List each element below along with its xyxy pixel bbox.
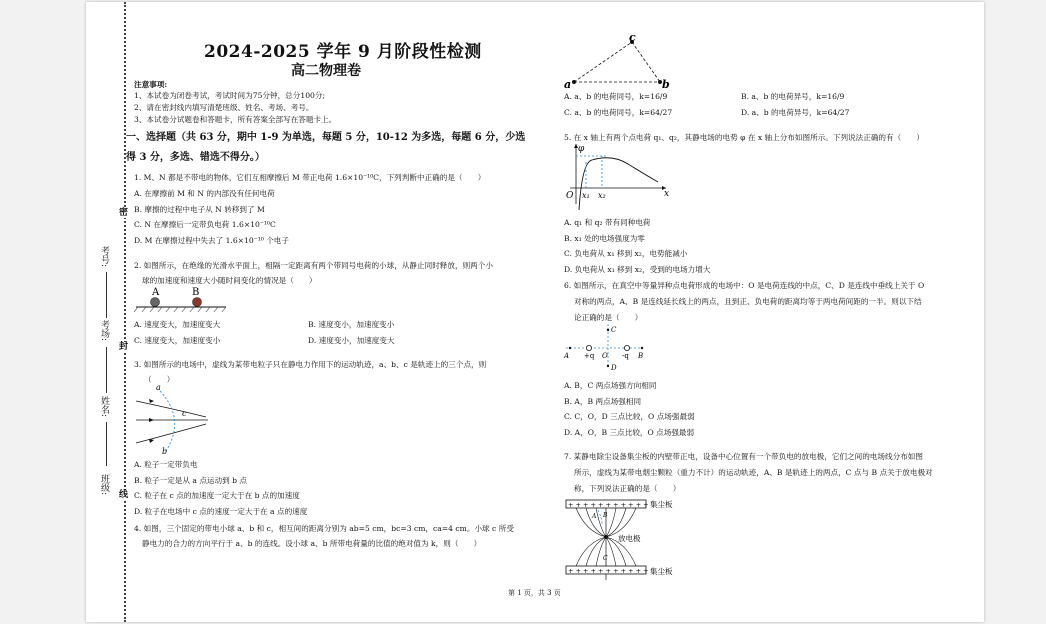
q3-option-a: A. 粒子一定带负电 [134,460,198,469]
q5-option-b: B. x₁ 处的电场强度为零 [564,234,645,243]
q7-label-c: C [603,555,608,562]
section-1-heading-line2: 得 3 分，多选、错选不得分。） [126,152,265,163]
q5-potential-curve [579,158,658,210]
field-name-line [106,422,107,466]
q6-label-plus-q: +q [584,352,595,360]
q2-label-b: B [192,287,200,298]
page-footer: 第 1 页，共 3 页 [508,589,561,597]
q5-option-a: A. q₁ 和 q₂ 带有同种电荷 [564,218,651,227]
q5-stem: 5. 在 x 轴上有两个点电荷 q₁、q₂，其静电场的电势 φ 在 x 轴上分布如图所示。下列说法正确的有（ ） [564,133,924,142]
field-exam-room: 考场: [99,320,109,342]
exam-subtitle: 高二物理卷 [291,63,361,79]
seal-char-feng: 封 [119,342,129,352]
q6-positive-charge [586,345,591,350]
q5-label-x: x [664,189,670,199]
q2-option-a: A. 速度变大，加速度变大 [134,320,221,329]
q5-label-x2: x₂ [598,191,606,200]
q3-stem: 3. 如图所示的电场中，虚线为某带电粒子只在静电力作用下的运动轨迹，a、b、c 是轨迹上的三个点，则 [134,360,487,369]
q4-option-b: B. a、b 的电荷异号，k=16/9 [741,92,845,101]
q1-option-c: C. N 在摩擦后一定带负电荷 1.6×10⁻¹⁰C [134,220,276,229]
q4-stem-line2: 静电力的合力的方向平行于 a、b 的连线。设小球 a、b 所带电荷量的比值的绝对值为 k，则（ ） [142,539,482,548]
q6-point-b [641,347,643,349]
q4-figure [562,34,672,90]
q6-point-c [607,329,609,331]
q3-option-b: B. 粒子一定是从 a 点运动到 b 点 [134,476,247,485]
q7-label-electrode: 放电极 [618,534,641,543]
q7-trajectory [598,510,602,524]
q6-stem-line3: 论正确的是（ ） [574,313,643,322]
exam-title: 2024-2025 学年 9 月阶段性检测 [204,42,482,62]
q6-option-b: B. A，B 两点场强相同 [564,397,642,406]
q2-label-a: A [152,287,160,298]
q7-label-a: A [592,513,597,520]
q6-label-a: A [564,352,570,360]
q3-field-line-bottom [136,424,206,443]
q6-option-a: A. B，C 两点场强方向相同 [564,381,657,390]
q5-option-c: C. 负电荷从 x₁ 移到 x₂，电势能减小 [564,249,688,258]
q5-label-origin: O [566,191,574,201]
seal-char-mi: 密 [119,208,129,218]
q7-discharge-electrode [604,535,608,539]
q1-option-b: B. 摩擦的过程中电子从 N 转移到了 M [134,205,265,214]
q3-figure [134,383,214,455]
notice-heading: 注意事项: [134,80,168,89]
q6-option-d: D. A，O，B 三点比较，O 点场强最弱 [564,428,695,437]
q2-stem-line2: 球的加速度和速度大小随时间变化的情况是（ ） [142,276,317,285]
q3-arrow-heads [149,399,154,443]
q2-ground-hatch [134,307,226,312]
section-1-heading-line1: 一、选择题（共 63 分，期中 1-9 为单选，每题 5 分，10-12 为多选，每题 6 分，少选 [126,132,526,143]
q4-ball-a [572,80,576,84]
q4-label-a: a [564,78,572,90]
notice-1: 1、本试卷为闭卷考试，考试时间为75分钟，总分100分; [134,91,326,100]
q6-point-a [569,347,571,349]
q6-stem-line2: 对称的两点，A、B 是连线延长线上的两点，且到正、负电荷的距离均等于两电荷间距的一半。则以下结 [574,297,922,306]
field-exam-number-line [106,272,107,318]
q7-stem-line1: 7. 某静电除尘设备集尘板的内壁带正电，设备中心位置有一个带负电的放电极，它们之间的电场线分布如图 [564,452,923,461]
q2-ball-b [193,298,202,307]
q6-label-b: B [638,352,644,360]
q6-label-o: O [602,352,608,360]
notice-3: 3、本试卷分试题卷和答题卡，所有答案全部写在答题卡上。 [134,115,337,124]
q3-label-a: a [156,383,161,392]
q4-option-c: C. a、b 的电荷同号，k=64/27 [564,108,673,117]
q3-blank: （ ） [144,375,175,384]
q3-trajectory [160,391,175,451]
q1-stem: 1. M、N 都是不带电的物体，它们互相摩擦后 M 带正电荷 1.6×10⁻¹⁰C，下列判断中正确的是（ ） [134,173,486,182]
q7-label-top-plate: 集尘板 [650,500,673,509]
q6-figure [562,320,646,372]
q7-top-plus-row: + + + + + + + + + + + [568,501,649,509]
q7-figure [562,496,702,582]
q3-option-d: D. 粒子在电场中 c 点的速度一定大于在 a 点的速度 [134,507,308,516]
q6-option-c: C. C，O，D 三点比较，O 点场强最弱 [564,412,695,421]
q7-label-b: B [603,512,608,519]
exam-page [86,2,984,622]
q6-negative-charge [624,345,629,350]
field-class: 班级: [99,474,109,496]
binding-strip [86,2,129,622]
q7-label-bottom-plate: 集尘板 [650,567,673,576]
q2-stem-line1: 2. 如图所示，在绝缘的光滑水平面上，相隔一定距离有两个带同号电荷的小球，从静止同时释放，则两个小 [134,261,493,270]
q2-option-d: D. 速度变小，加速度变大 [308,336,395,345]
q5-option-d: D. 负电荷从 x₁ 移到 x₂，受到的电场力增大 [564,265,711,274]
q3-option-c: C. 粒子在 c 点的加速度一定大于在 b 点的加速度 [134,491,300,500]
seal-char-xian: 线 [119,490,129,500]
q6-label-minus-q: -q [622,352,629,360]
q4-option-a: A. a、b 的电荷同号，k=16/9 [564,92,668,101]
q4-stem-line1: 4. 如图，三个固定的带电小球 a、b 和 c，相互间的距离分别为 ab=5 cm，bc=3 cm，ca=4 cm。小球 c 所受 [134,524,514,533]
q6-label-c: C [611,326,617,334]
field-exam-number: 考号: [99,246,109,268]
field-name: 姓名: [99,396,109,418]
q3-label-b: b [162,447,168,455]
q3-label-c: c [182,409,187,418]
q5-figure [562,142,672,212]
q4-label-b: b [662,78,670,90]
q7-bottom-plus-row: + + + + + + + + + + + [568,567,649,575]
q4-side-ac [574,42,632,82]
q5-axis-arrows [574,144,666,190]
q2-option-c: C. 速度变大，加速度变小 [134,336,221,345]
q7-stem-line3: 称，下列说法正确的是（ ） [574,484,681,493]
q1-option-d: D. M 在摩擦过程中失去了 1.6×10⁻¹⁰ 个电子 [134,236,289,245]
q7-stem-line2: 所示，虚线为某带电烟尘颗粒（重力不计）的运动轨迹，A、B 是轨迹上的两点，C 点与 B 点关于放电极对 [574,468,933,477]
q4-side-bc [632,42,660,82]
q6-label-d: D [611,364,617,372]
q6-point-d [607,365,609,367]
q5-label-x1: x₁ [582,191,590,200]
q2-option-b: B. 速度变小，加速度变小 [308,320,395,329]
q3-field-line-top [136,401,206,417]
q6-stem-line1: 6. 如图所示，在真空中等量异种点电荷形成的电场中：O 是电荷连线的中点，C、D 是连线中垂线上关于 O [564,281,925,290]
seal-dotted-line [124,2,126,622]
q2-figure [134,286,234,314]
q2-ball-a [151,298,160,307]
q4-label-c: c [629,34,636,44]
q1-option-a: A. 在摩擦前 M 和 N 的内部没有任何电荷 [134,189,275,198]
notice-2: 2、请在密封线内填写清楚班级、姓名、考场、考号。 [134,103,314,112]
q4-option-d: D. a、b 的电荷异号，k=64/27 [741,108,850,117]
field-exam-room-line [106,347,107,393]
q5-label-phi: φ [578,144,585,154]
